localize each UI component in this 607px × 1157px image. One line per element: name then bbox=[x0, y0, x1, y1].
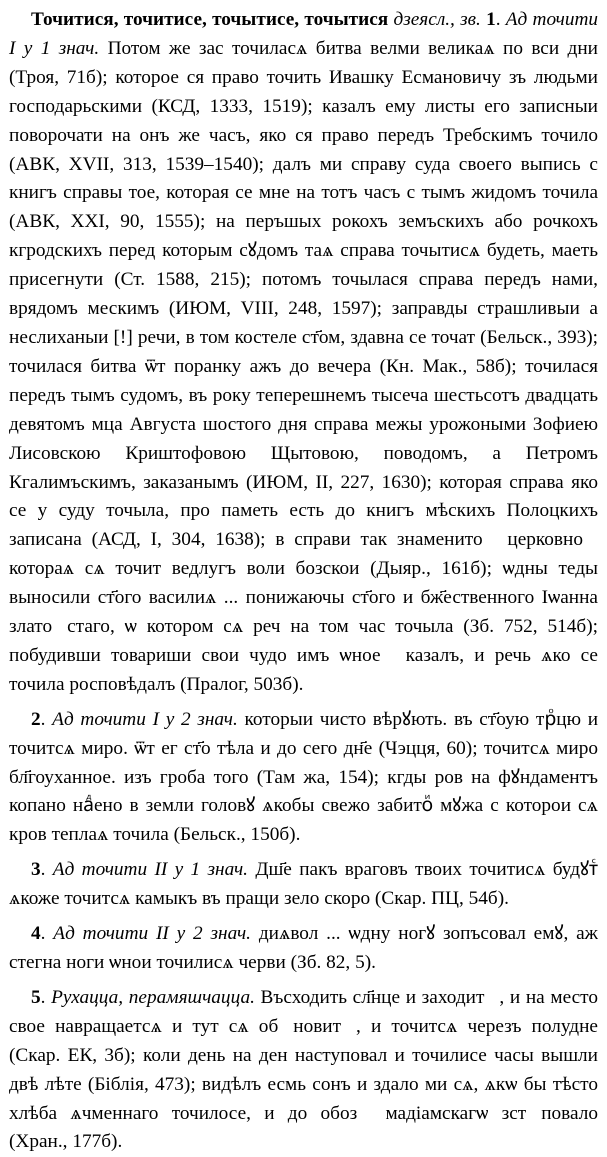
sense-citations: Потом же зас точиласѧ битва велми великаѧ по вси дни (Троя, 71б); которое ся право точить Ивашку Есмановичу зъ людьми господарьскими (КСД, 1333, 1519); казалъ ему листы его записныи поворочати на онъ же часъ, яко ся право передъ Требскимъ точило (АВК, XVII, 313, 1539–1540); далъ ми справу суда своего выпись с книгъ справы тое, которая се мне на тотъ часъ с тымъ жидомъ точила (АВК, XXI, 90, 1555); на перъшых рокохъ земъскихъ або рочкохъ кгродскихъ перед которым сꙋдомъ таѧ справа точытисѧ будеть, маеть присегнути (Ст. 1588, 215); потомъ точылася справа передъ нами, врядомъ мескимъ (ИЮМ, VIII, 248, 1597); заправды страшливыи а неслиханыи [!] речи, в том костеле ст҃ом, здавна се точат (Бельск., 393); точилася битва ѿт поранку ажъ до вечера (Кн. Мак., 58б); точилася передъ тымъ судомъ, въ року теперешнемъ тысеча шестьсотъ двадцать девятомъ мца Августа шостого дня справа межы урожоными Зофиею Лисовскою Криштофовою Щытовою, поводомъ, а Петромъ Кгалимъскимъ, заказанымъ (ИЮМ, II, 227, 1630); которая справа яко се у суду точыла, про паметь есть до книгъ мѣскихъ Полоцкихъ записана (АСД, I, 304, 1638); в справи так знаменитоⷭ церковноⷭ котораѧ сѧ точит ведлугъ воли бозскои (Дыяр., 161б); ѡдны теды выносили ст҃ого василиѧ ... понижаючы ст҃ого и бж҃ественного Іѡанна златоꙋстаго, ѡ котором сѧ реч на том час точыла (Зб. 752, 514б); побудивши товариши свои чудо имъ ѡное ꙋказалъ, и речь ѧко се точила росповѣдалъ (Пралог, 503б). bbox=[9, 37, 598, 695]
sense-citations: которыи чисто вѣрꙋють. въ ст҃оую трⷪцю и точитсѧ миро. ѿт ег ст҃о тѣла и до сего дн҃е (Чэцця, 60); точитсѧ миро бл҃гоуханное. изъ гроба того (Там жа, 154); кгды ров на фꙋндаментъ копано наⷣено в земли головꙋ ѧкобы свежо забитоꙵ мꙋжа с которои сѧ кров теплаѧ точила (Бельск., 150б). bbox=[9, 708, 599, 846]
grammar-label: дзеясл., зв. bbox=[393, 9, 481, 30]
sense-number: 3 bbox=[31, 859, 41, 881]
sense-number: 4 bbox=[31, 923, 41, 945]
entry-sense-5: 5. Рухацца, перамяшчацца. Въсходить сл҃нце и заходитⷭ, и на место свое навращаетсѧ и тут сѧ обⷭновитⷭ, и точитсѧ черезъ полудне (Скар. ЕК, 3б); коли день на ден наступовал и точилисе часы вышли двѣ лѣте (Біблія, 473); видѣлъ есмь сонъ и здало ми сѧ, ѧкѡ бы тѣсто хлѣба ѧчменнаго точилосе, и до обозꙋ мадіамскагѡ зстꙋповало (Хран., 177б). bbox=[9, 986, 598, 1153]
entry-sense-3: 3. Ад точити II у 1 знач. Дш҃е пакъ враговъ твоих точитисѧ будꙋтⷭ ѧкоже точитсѧ камыкъ въ пращи зело скоро (Скар. ПЦ, 54б). bbox=[9, 859, 599, 910]
headword: Точитися, точитисе, точытисе, точытися bbox=[31, 9, 389, 30]
entry-sense-2: 2. Ад точити I у 2 знач. которыи чисто вѣрꙋють. въ ст҃оую трⷪцю и точитсѧ миро. ѿт ег ст҃о тѣла и до сего дн҃е (Чэцця, 60); точитсѧ миро бл҃гоуханное. изъ гроба того (Там жа, 154); кгды ров на фꙋндаментъ копано наⷣено в земли головꙋ ѧкобы свежо забитоꙵ мꙋжа с которои сѧ кров теплаѧ точила (Бельск., 150б). bbox=[9, 708, 599, 846]
sense-definition: Ад точити II у 2 знач. bbox=[53, 923, 251, 945]
sense-number: 1 bbox=[486, 9, 496, 30]
sense-definition: Ад точити II у 1 знач. bbox=[52, 859, 248, 881]
sense-definition: Ад точити I у 1 знач. bbox=[9, 9, 599, 59]
entry-sense-1: Точитися, точитисе, точытисе, точытися дзеясл., зв. 1. Ад точити I у 1 знач. Потом же зас точиласѧ битва велми великаѧ по вси дни (Троя, 71б); которое ся право точить Ивашку Есмановичу зъ людьми господарьскими (КСД, 1333, 1519); казалъ ему листы его записныи поворочати на онъ же часъ, яко ся право передъ Требскимъ точило (АВК, XVII, 313, 1539–1540); далъ ми справу суда своего выпись с книгъ справы тое, которая се мне на тотъ часъ с тымъ жидомъ точила (АВК, XXI, 90, 1555); на перъшых рокохъ земъскихъ або рочкохъ кгродскихъ перед которым сꙋдомъ таѧ справа точытисѧ будеть, маеть присегнути (Ст. 1588, 215); потомъ точылася справа передъ нами, врядомъ мескимъ (ИЮМ, VIII, 248, 1597); заправды страшливыи а неслиханыи [!] речи, в том костеле ст҃ом, здавна се точат (Бельск., 393); точилася битва ѿт поранку ажъ до вечера (Кн. Мак., 58б); точилася передъ тымъ судомъ, въ року теперешнемъ тысеча шестьсотъ двадцать девятомъ мца Августа шостого дня справа межы урожоными Зофиею Лисовскою Криштофовою Щытовою, поводомъ, а Петромъ Кгалимъскимъ, заказанымъ (ИЮМ, II, 227, 1630); которая справа яко се у суду точыла, про паметь есть до книгъ мѣскихъ Полоцкихъ записана (АСД, I, 304, 1638); в справи так знаменитоⷭ церковноⷭ котораѧ сѧ точит ведлугъ воли бозскои (Дыяр., 161б); ѡдны теды выносили ст҃ого василиѧ ... понижаючы ст҃ого и бж҃ественного Іѡанна златоꙋстаго, ѡ котором сѧ реч на том час точыла (Зб. 752, 514б); побудивши товариши свои чудо имъ ѡное ꙋказалъ, и речь ѧко се точила росповѣдалъ (Пралог, 503б). bbox=[9, 9, 599, 695]
sense-number: 5 bbox=[31, 986, 41, 1008]
sense-citations: диѧвол ... ѡдну ногꙋ зопъсовал емꙋ, аж стегна ноги ѡнои точилисѧ черви (Зб. 82, 5). bbox=[9, 923, 598, 973]
entry-sense-4: 4. Ад точити II у 2 знач. диѧвол ... ѡдну ногꙋ зопъсовал емꙋ, аж стегна ноги ѡнои точилисѧ черви (Зб. 82, 5). bbox=[9, 923, 598, 973]
sense-definition: Ад точити I у 2 знач. bbox=[52, 708, 238, 730]
sense-citations: Въсходить сл҃нце и заходитⷭ, и на место свое навращаетсѧ и тут сѧ обⷭновитⷭ, и точитсѧ черезъ полудне (Скар. ЕК, 3б); коли день на ден наступовал и точилисе часы вышли двѣ лѣте (Біблія, 473); видѣлъ есмь сонъ и здало ми сѧ, ѧкѡ бы тѣсто хлѣба ѧчменнаго точилосе, и до обозꙋ мадіамскагѡ зстꙋповало (Хран., 177б). bbox=[9, 986, 598, 1153]
sense-number: 2 bbox=[31, 708, 41, 730]
sense-citations: Дш҃е пакъ враговъ твоих точитисѧ будꙋтⷭ ѧкоже точитсѧ камыкъ въ пращи зело скоро (Скар. ПЦ, 54б). bbox=[9, 859, 599, 910]
sense-definition: Рухацца, перамяшчацца. bbox=[51, 986, 255, 1008]
